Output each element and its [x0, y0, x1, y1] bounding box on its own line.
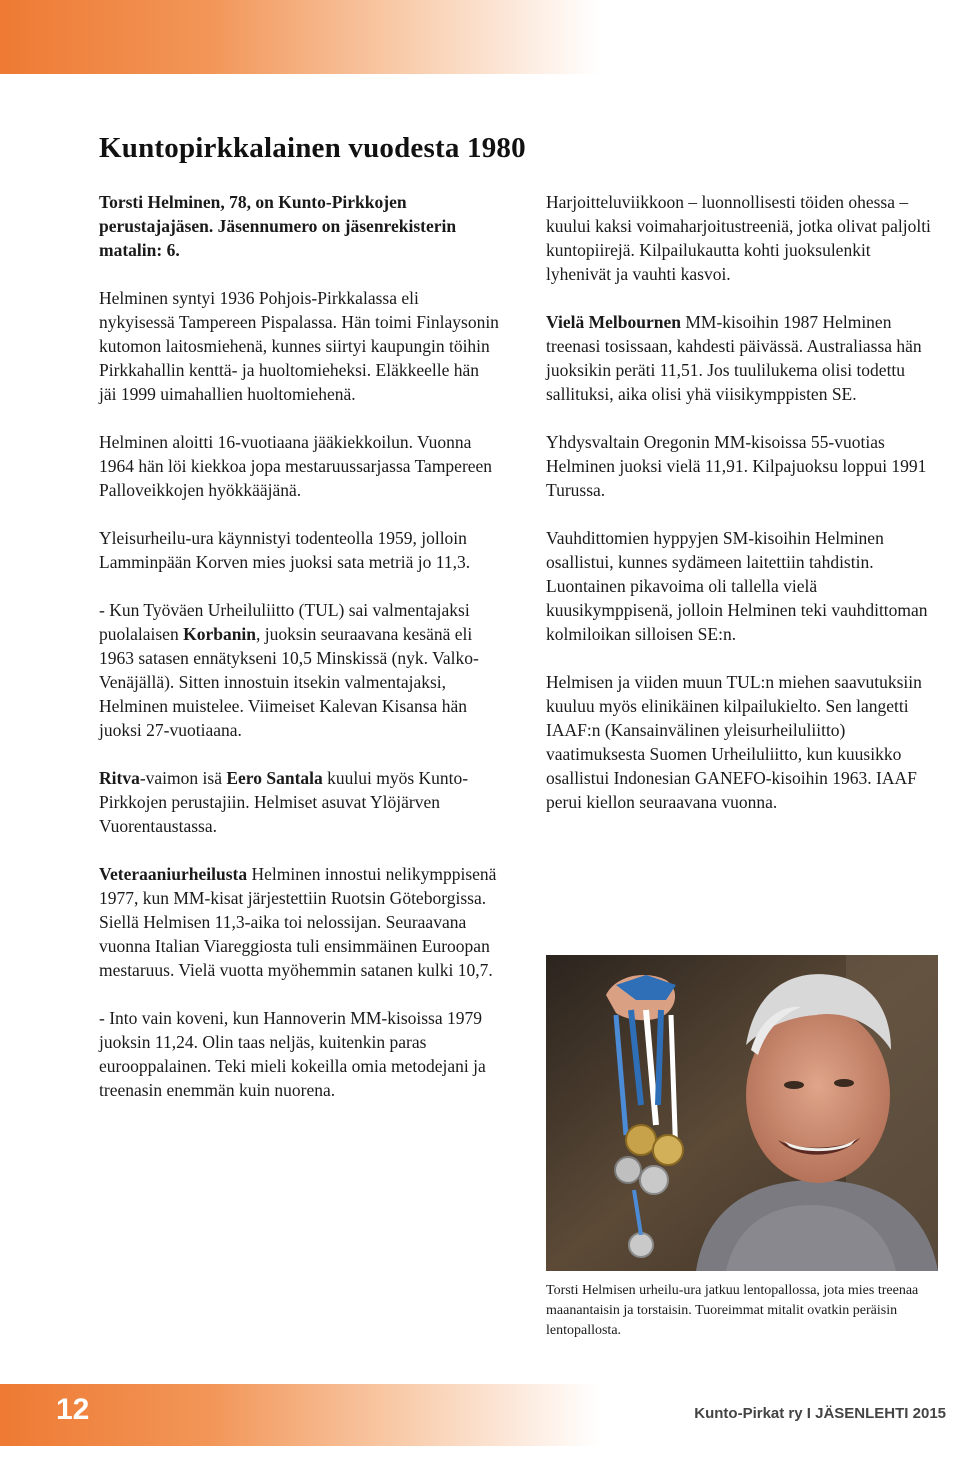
bold-lead: Veteraaniurheilusta: [99, 864, 248, 884]
bold-lead: Vielä Melbournen: [546, 312, 681, 332]
paragraph: Helmisen ja viiden muun TUL:n miehen saavutuksiin kuuluu myös elinikäinen kilpailukielto. Sen langetti IAAF:n (Kansainvälinen yleisurheiluliitto) vaatimuksesta Suomen Urheiluliitto, kun kuusikko osallistui Indonesian GANEFO-kisoihin 1963. IAAF perui kiellon seuraavana vuonna.: [546, 672, 922, 812]
bottom-accent-band: [0, 1384, 600, 1446]
paragraph: Ritva-vaimon isä Eero Santala kuului myös Kunto-Pirkkojen perustajiin. Helmiset asuvat Ylöjärven Vuorentaustassa.: [99, 768, 469, 836]
article-title: Kuntopirkkalainen vuodesta 1980: [99, 132, 526, 164]
photo-caption: Torsti Helmisen urheilu-ura jatkuu lentopallossa, jota mies treenaa maanantaisin ja torstaisin. Tuoreimmat mitalit ovatkin peräisin lentopallosta.: [546, 1283, 919, 1338]
article-lead: Torsti Helminen, 78, on Kunto-Pirkkojen perustajajäsen. Jäsennumero on jäsenrekisterin matalin: 6.: [99, 192, 457, 260]
page-number: 12: [56, 1393, 90, 1426]
paragraph: - Into vain koveni, kun Hannoverin MM-kisoissa 1979 juoksin 11,24. Olin taas neljäs, kuitenkin paras eurooppalainen. Teki mieli kokeilla omia metodejani ja treenasin enemmän kuin nuorena.: [99, 1008, 486, 1100]
paragraph: - Kun Työväen Urheiluliitto (TUL) sai valmentajaksi puolalaisen Korbanin, juoksin seuraavana kesänä eli 1963 satasen ennätykseni 10,5 Minskissä (nyk. Valko-Venäjällä). Sitten innostuin itsekin valmentajaksi, Helminen muistelee. Viimeiset Kalevan Kisansa hän juoksi 27-vuotiaana.: [99, 600, 479, 740]
article-photo: [546, 955, 938, 1271]
publication-footer: Kunto-Pirkat ry I JÄSENLEHTI 2015: [694, 1405, 946, 1422]
article-left-column: [99, 190, 499, 1126]
article-right-column: [546, 190, 936, 838]
bold-name: Eero Santala: [226, 768, 323, 788]
paragraph: Vauhdittomien hyppyjen SM-kisoihin Helminen osallistui, kunnes sydämeen laitettiin tahdistin. Luontainen pikavoima oli tallella vielä kuusikymppisenä, jolloin Helminen teki vauhdittoman kolmiloikan silloisen SE:n.: [546, 528, 928, 644]
bold-name: Ritva: [99, 768, 140, 788]
bold-name: Korbanin: [183, 624, 257, 644]
paragraph: Veteraaniurheilusta Helminen innostui nelikymppisenä 1977, kun MM-kisat järjestettiin Ruotsin Göteborgissa. Siellä Helmisen 11,3-aika toi nelossijan. Seuraavana vuonna Italian Viareggiosta tuli ensimmäinen Euroopan mestaruus. Vielä vuotta myöhemmin satanen kulki 10,7.: [99, 864, 497, 980]
paragraph: Vielä Melbournen MM-kisoihin 1987 Helminen treenasi tosissaan, kahdesti päivässä. Australiassa hän juoksikin peräti 11,51. Jos tuulilukema olisi todettu sallituksi, aika olisi yhä viisikymppisten SE.: [546, 312, 922, 404]
photo-illustration: [546, 955, 938, 1271]
paragraph: Harjoitteluviikkoon – luonnollisesti töiden ohessa – kuului kaksi voimaharjoitustreeniä, jotka olivat paljolti kuntopiirejä. Kilpailukautta kohti juoksulenkit lyhenivät ja vauhti kasvoi.: [546, 192, 931, 284]
paragraph: Yhdysvaltain Oregonin MM-kisoissa 55-vuotias Helminen juoksi vielä 11,91. Kilpajuoksu loppui 1991 Turussa.: [546, 432, 927, 500]
paragraph: Helminen aloitti 16-vuotiaana jääkiekkoilun. Vuonna 1964 hän löi kiekkoa jopa mestaruussarjassa Tampereen Palloveikkojen hyökkääjänä.: [99, 432, 493, 500]
paragraph: Helminen syntyi 1936 Pohjois-Pirkkalassa eli nykyisessä Tampereen Pispalassa. Hän toimi Finlaysonin kutomon laitosmiehenä, kunnes siirtyi kaupungin töihin Pirkkahallin kenttä- ja huoltomieheksi. Eläkkeelle hän jäi 1999 uimahallien huoltomiehenä.: [99, 288, 499, 404]
top-accent-band: [0, 0, 600, 74]
paragraph: Yleisurheilu-ura käynnistyi todenteolla 1959, jolloin Lamminpään Korven mies juoksi sata metriä jo 11,3.: [99, 528, 471, 572]
